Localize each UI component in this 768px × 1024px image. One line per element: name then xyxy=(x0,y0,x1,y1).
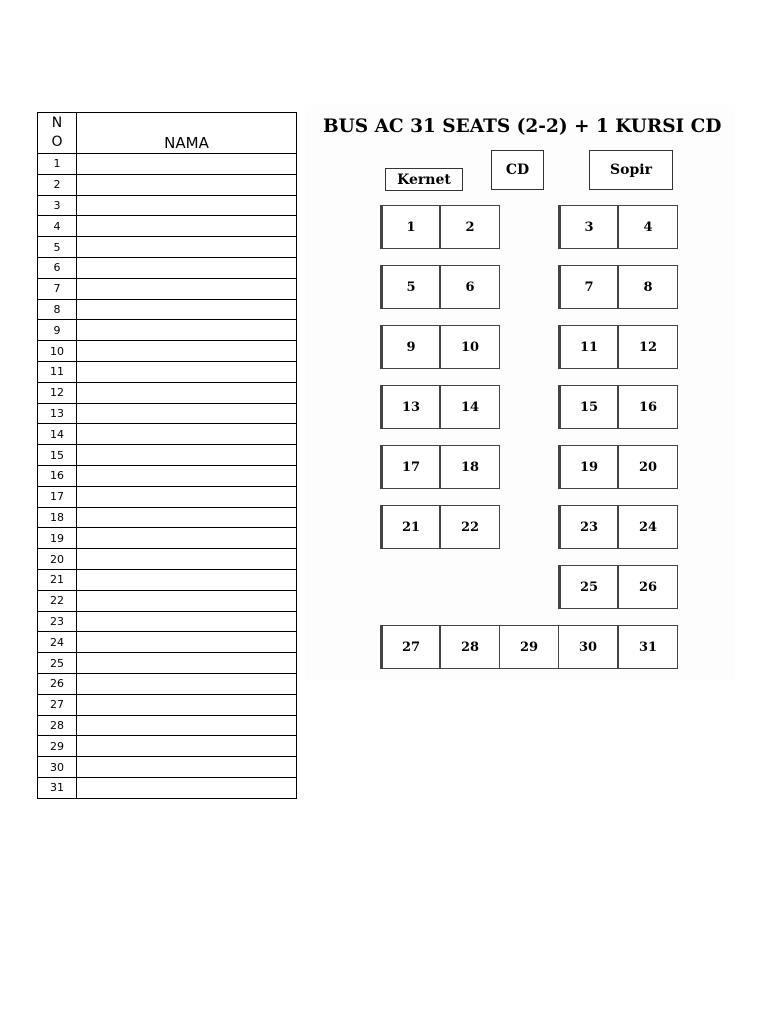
header-no-line-2: O xyxy=(51,134,63,150)
name-cell[interactable] xyxy=(77,507,297,528)
cd-box: CD xyxy=(491,150,544,190)
table-row xyxy=(38,715,297,736)
table-row xyxy=(38,424,297,445)
table-row xyxy=(38,486,297,507)
row-number: 27 xyxy=(38,694,77,715)
table-row xyxy=(38,216,297,237)
header-nama: NAMA xyxy=(77,113,297,154)
seat-9[interactable]: 9 xyxy=(380,325,440,369)
row-number: 21 xyxy=(38,569,77,590)
row-number: 2 xyxy=(38,174,77,195)
seat-6[interactable]: 6 xyxy=(440,265,500,309)
table-row xyxy=(38,154,297,175)
name-cell[interactable] xyxy=(77,715,297,736)
seat-28[interactable]: 28 xyxy=(440,625,500,669)
seat-16[interactable]: 16 xyxy=(618,385,678,429)
row-number: 26 xyxy=(38,673,77,694)
name-cell[interactable] xyxy=(77,673,297,694)
name-cell[interactable] xyxy=(77,486,297,507)
table-row xyxy=(38,653,297,674)
seat-24[interactable]: 24 xyxy=(618,505,678,549)
name-cell[interactable] xyxy=(77,465,297,486)
row-number: 1 xyxy=(38,154,77,175)
row-number: 9 xyxy=(38,320,77,341)
name-cell[interactable] xyxy=(77,445,297,466)
name-cell[interactable] xyxy=(77,653,297,674)
name-cell[interactable] xyxy=(77,403,297,424)
seat-30[interactable]: 30 xyxy=(558,625,618,669)
seat-10[interactable]: 10 xyxy=(440,325,500,369)
seat-18[interactable]: 18 xyxy=(440,445,500,489)
row-number: 14 xyxy=(38,424,77,445)
row-number: 22 xyxy=(38,590,77,611)
row-number: 11 xyxy=(38,361,77,382)
seat-4[interactable]: 4 xyxy=(618,205,678,249)
row-number: 28 xyxy=(38,715,77,736)
row-number: 4 xyxy=(38,216,77,237)
name-cell[interactable] xyxy=(77,611,297,632)
name-cell[interactable] xyxy=(77,320,297,341)
name-cell[interactable] xyxy=(77,736,297,757)
table-row xyxy=(38,237,297,258)
sopir-box: Sopir xyxy=(589,150,673,190)
table-row xyxy=(38,257,297,278)
seat-27[interactable]: 27 xyxy=(380,625,440,669)
row-number: 10 xyxy=(38,341,77,362)
row-number: 6 xyxy=(38,257,77,278)
table-row xyxy=(38,694,297,715)
row-number: 12 xyxy=(38,382,77,403)
table-row xyxy=(38,174,297,195)
seat-19[interactable]: 19 xyxy=(558,445,618,489)
seat-25[interactable]: 25 xyxy=(558,565,618,609)
kernet-box: Kernet xyxy=(385,168,463,191)
table-row xyxy=(38,528,297,549)
seat-31[interactable]: 31 xyxy=(618,625,678,669)
seat-17[interactable]: 17 xyxy=(380,445,440,489)
row-number: 23 xyxy=(38,611,77,632)
seat-7[interactable]: 7 xyxy=(558,265,618,309)
seat-plan-title: BUS AC 31 SEATS (2-2) + 1 KURSI CD xyxy=(323,116,722,137)
name-cell[interactable] xyxy=(77,195,297,216)
table-row xyxy=(38,465,297,486)
table-row xyxy=(38,195,297,216)
seat-26[interactable]: 26 xyxy=(618,565,678,609)
table-row xyxy=(38,278,297,299)
name-cell[interactable] xyxy=(77,216,297,237)
name-cell[interactable] xyxy=(77,528,297,549)
name-cell[interactable] xyxy=(77,632,297,653)
table-header-row xyxy=(38,113,297,154)
seat-15[interactable]: 15 xyxy=(558,385,618,429)
seat-22[interactable]: 22 xyxy=(440,505,500,549)
table-row xyxy=(38,403,297,424)
row-number: 16 xyxy=(38,465,77,486)
seat-3[interactable]: 3 xyxy=(558,205,618,249)
name-cell[interactable] xyxy=(77,569,297,590)
row-number: 20 xyxy=(38,549,77,570)
table-row xyxy=(38,299,297,320)
table-row xyxy=(38,777,297,798)
name-cell[interactable] xyxy=(77,361,297,382)
seat-14[interactable]: 14 xyxy=(440,385,500,429)
row-number: 5 xyxy=(38,237,77,258)
row-number: 31 xyxy=(38,777,77,798)
passenger-list-table xyxy=(37,112,297,799)
table-row xyxy=(38,507,297,528)
seat-11[interactable]: 11 xyxy=(558,325,618,369)
name-cell[interactable] xyxy=(77,382,297,403)
row-number: 25 xyxy=(38,653,77,674)
name-cell[interactable] xyxy=(77,694,297,715)
seat-5[interactable]: 5 xyxy=(380,265,440,309)
table-row xyxy=(38,341,297,362)
table-row xyxy=(38,632,297,653)
name-cell[interactable] xyxy=(77,424,297,445)
table-row xyxy=(38,361,297,382)
name-cell[interactable] xyxy=(77,278,297,299)
seat-1[interactable]: 1 xyxy=(380,205,440,249)
row-number: 8 xyxy=(38,299,77,320)
row-number: 7 xyxy=(38,278,77,299)
table-row xyxy=(38,445,297,466)
seat-20[interactable]: 20 xyxy=(618,445,678,489)
seat-23[interactable]: 23 xyxy=(558,505,618,549)
name-cell[interactable] xyxy=(77,590,297,611)
table-row xyxy=(38,673,297,694)
row-number: 19 xyxy=(38,528,77,549)
row-number: 13 xyxy=(38,403,77,424)
row-number: 29 xyxy=(38,736,77,757)
name-cell[interactable] xyxy=(77,299,297,320)
seat-13[interactable]: 13 xyxy=(380,385,440,429)
table-row xyxy=(38,757,297,778)
row-number: 18 xyxy=(38,507,77,528)
header-no-line-1: N xyxy=(51,115,63,131)
seat-8[interactable]: 8 xyxy=(618,265,678,309)
name-cell[interactable] xyxy=(77,757,297,778)
table-row xyxy=(38,549,297,570)
row-number: 30 xyxy=(38,757,77,778)
seat-12[interactable]: 12 xyxy=(618,325,678,369)
name-cell[interactable] xyxy=(77,257,297,278)
seat-21[interactable]: 21 xyxy=(380,505,440,549)
seat-plan xyxy=(305,105,735,680)
name-cell[interactable] xyxy=(77,341,297,362)
row-number: 15 xyxy=(38,445,77,466)
table-row xyxy=(38,611,297,632)
table-row xyxy=(38,382,297,403)
name-cell[interactable] xyxy=(77,154,297,175)
name-cell[interactable] xyxy=(77,237,297,258)
name-cell[interactable] xyxy=(77,549,297,570)
seat-2[interactable]: 2 xyxy=(440,205,500,249)
table-row xyxy=(38,736,297,757)
header-no xyxy=(38,113,77,154)
row-number: 17 xyxy=(38,486,77,507)
table-row xyxy=(38,569,297,590)
table-row xyxy=(38,590,297,611)
row-number: 3 xyxy=(38,195,77,216)
seat-29[interactable]: 29 xyxy=(499,625,559,669)
name-cell[interactable] xyxy=(77,777,297,798)
name-cell[interactable] xyxy=(77,174,297,195)
table-row xyxy=(38,320,297,341)
row-number: 24 xyxy=(38,632,77,653)
